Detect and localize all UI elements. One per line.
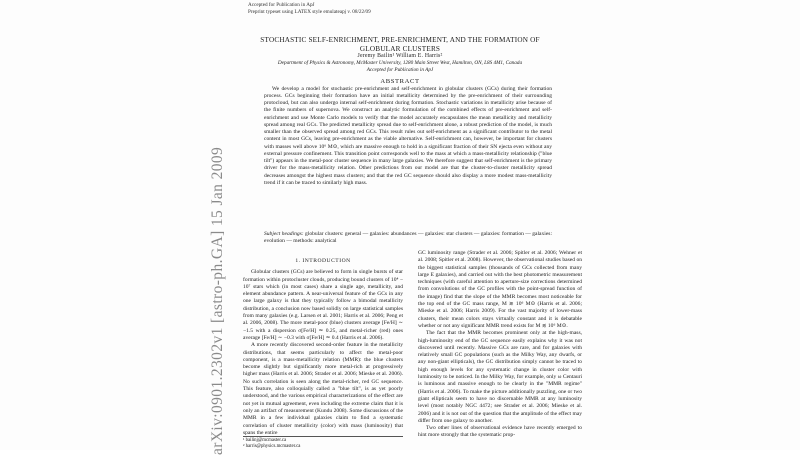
right-column xyxy=(418,250,582,440)
abstract-text: We develop a model for stochastic pre-enrichment and self-enrichment in globular clusters (GCs) during their formation process. GCs beginning their formation have an initial metallicity determined by the pre-enrichment of their surrounding protocloud, but can also undergo internal self-enrichment during formation. Stochastic variations in metallicity arise because of the finite numbers of supernova. We construct an analytic formulation of the combined effects of pre-enrichment and self-enrichment and use Monte Carlo models to verify that the model accurately encapsulates the mean metallicity and metallicity spread among real GCs. The predicted metallicity spread due to self-enrichment alone, a robust prediction of the model, is much smaller than the observed spread among red GCs. This result rules out self-enrichment as a significant contributor to the metal content in most GCs, leaving pre-enrichment as the viable alternative. Self-enrichment can, however, be important for clusters with masses well above 10⁶ M⊙, which are massive enough to hold in a significant fraction of their SN ejecta even without any external pressure confinement. This transition point corresponds well to the mass at which a mass-metallicity relationship ("blue tilt") appears in the metal-poor cluster sequence in many large galaxies. We therefore suggest that self-enrichment is the primary driver for the mass-metallicity relation. Other predictions from our model are that the cluster-to-cluster metallicity spread decreases amongst the highest mass clusters; and that the red GC sequence should also display a more modest mass-metallicity trend if it can be traced to similarly high mass. xyxy=(264,85,552,186)
subject-headings xyxy=(264,231,552,246)
left-column xyxy=(243,258,403,437)
journal-header: Accepted for Publication in ApJ xyxy=(248,2,315,8)
preprint-line: Preprint typeset using LATEX style emulateapj v. 08/22/09 xyxy=(248,9,371,15)
subject-headings-label: Subject headings: xyxy=(264,231,304,237)
paragraph: Globular clusters (GCs) are believed to form in single bursts of star formation within protocluster clouds, producing bound clusters of 10⁴ − 10⁷ stars which (in most cases) share a single age, metallicity, and element abundance pattern. A near-universal feature of the GCs in any one large galaxy is that they typically follow a bimodal metallicity distribution, a conclusion now based solidly on large statistical samples from many galaxies (e.g. Larsen et al. 2001; Harris et al. 2006; Peng et al. 2006, 2008). The more metal-poor (blue) clusters average [Fe/H] ∼ −1.5 with a dispersion σ[Fe/H] ≃ 0.25, and metal-richer (red) ones average [Fe/H] ∼ −0.3 with σ[Fe/H] ≃ 0.4 (Harris et al. 2006). xyxy=(243,269,403,341)
arxiv-identifier-stamp: arXiv:0901.2302v1 [astro-ph.GA] 15 Jan 2009 xyxy=(209,146,226,455)
paragraph: Two other lines of observational evidence have recently emerged to hint more strongly that the systematic prop- xyxy=(418,425,582,439)
footnotes xyxy=(243,436,403,450)
author-list: Jeremy Bailin¹ William E. Harris² xyxy=(357,53,443,59)
paragraph: GC luminosity range (Strader et al. 2006; Spitler et al. 2006; Wehner et al. 2008; Spitler et al. 2008). However, the observational studies based on the biggest statistical samples (thousands of GCs collected from many large E galaxies), and carried out with the best photometric measurement techniques (with careful attention to aperture-size corrections determined from convolutions of the GC profiles with the point-spread function of the image) find that the slope of the MMR becomes most noticeable for the top end of the GC mass range, M ≳ 10⁶ M⊙ (Harris et al. 2006; Mieske et al. 2006; Harris 2009). For the vast majority of lower-mass clusters, their mean colors stays virtually constant and it is debatable whether or not any significant MMR trend exists for M ≲ 10⁶ M⊙. xyxy=(418,250,582,329)
paragraph: The fact that the MMR becomes prominent only at the high-mass, high-luminosity end of the GC sequence easily explains why it was not discovered until recently. Massive GCs are rare, and for galaxies with relatively small GC populations (such as the Milky Way, any dwarfs, or any non-giant ellipticals), the GC distribution simply cannot be traced to high enough levels for any systematic change in cluster color with luminosity to be noticed. In the Milky Way, for example, only ω Centauri is luminous and massive enough to be clearly in the "MMR regime" (Harris et al. 2006). To make the picture additionally puzzling, one or two giant ellipticals seem to have no discernable MMR at any luminosity level (most notably NGC 4472; see Strader et al. 2006; Mieske et al. 2006) and it is not out of the question that the amplitude of the effect may differ from one galaxy to another. xyxy=(418,330,582,424)
subject-headings-text: globular clusters: general — galaxies: abundances — galaxies: star clusters — galaxies: formation — galaxies: evolution — methods: analytical xyxy=(264,231,552,245)
footnote-email: ² harris@physics.mcmaster.ca xyxy=(243,444,301,449)
affiliation: Department of Physics & Astronomy, McMaster University, 1280 Main Street West, Hamilton, ON, L8S 4M1, Canada xyxy=(277,60,523,66)
publication-note: Accepted for Publication in ApJ xyxy=(366,67,434,73)
footnote-email: ¹ bailinj@mcmaster.ca xyxy=(243,438,287,443)
paper-title: STOCHASTIC SELF-ENRICHMENT, PRE-ENRICHMENT, AND THE FORMATION OF GLOBULAR CLUSTERS xyxy=(260,36,540,53)
paragraph: A more recently discovered second-order feature in the metallicity distributions, that seems particularly to affect the metal-poor component, is a mass-metallicity relation (MMR): the blue clusters become slightly but significantly more metal-rich at progressively higher mass (Harris et al. 2006; Strader et al. 2006; Mieske et al. 2006). No such correlation is seen along the metal-richer, red GC sequence. This feature, also colloquially called a "blue tilt", is as yet poorly understood, and the various empirical characterizations of the effect are not yet in mutual agreement, even including the extreme claim that it is only an artifact of measurement (Kundu 2008). Some discussions of the MMR in a few individual galaxies claim to find a systematic correlation of cluster metallicity (color) with mass (luminosity) that spans the entire xyxy=(243,342,403,436)
abstract-heading: ABSTRACT xyxy=(380,78,420,85)
section-heading: 1. INTRODUCTION xyxy=(295,258,351,264)
